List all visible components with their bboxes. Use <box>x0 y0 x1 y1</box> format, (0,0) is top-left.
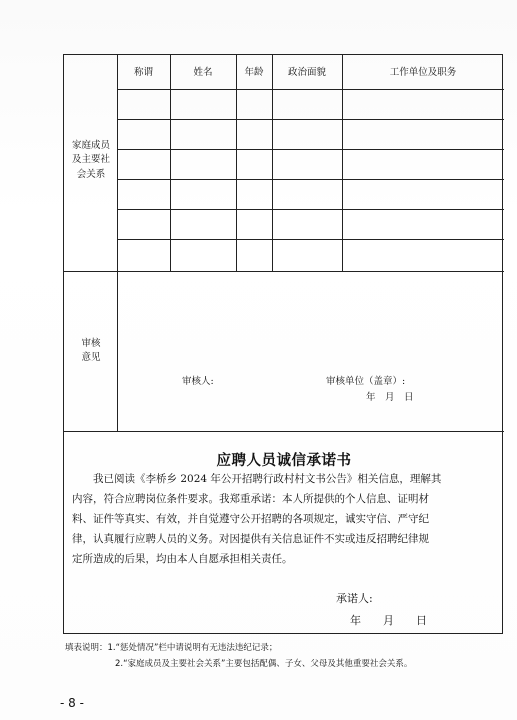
review-unit-label: 审核单位（盖章）: <box>326 376 406 387</box>
row-divider <box>117 89 504 90</box>
section-divider <box>64 431 504 432</box>
header-name: 姓名 <box>193 67 213 78</box>
label-column-divider <box>117 55 118 431</box>
instruction-line-1: 填表说明：1.“惩处情况”栏中请说明有无违法违纪记录； <box>65 643 278 653</box>
review-date-label: 年 月 日 <box>366 392 414 403</box>
instruction-line-2: 2.“家庭成员及主要社会关系”主要包括配偶、子女、父母及其他重要社会关系。 <box>115 659 413 669</box>
page-number: - 8 - <box>60 696 84 710</box>
registration-form <box>63 54 503 634</box>
pledge-title: 应聘人员诚信承诺书 <box>216 452 352 469</box>
review-opinion-label: 审核 意见 <box>81 338 101 364</box>
pledge-body <box>72 469 496 569</box>
section-divider <box>64 271 504 272</box>
form-instructions <box>65 640 412 672</box>
row-divider <box>117 119 504 120</box>
pledge-line: 内容，符合应聘岗位条件要求。我郑重承诺：本人所提供的个人信息、证明材 <box>72 493 429 505</box>
pledge-line: 我已阅读《李桥乡 2024 年公开招聘行政村村文书公告》相关信息，理解其 <box>93 473 442 485</box>
pledge-line: 料、证件等真实、有效，并自觉遵守公开招聘的各项规定，诚实守信、严守纪 <box>72 513 429 525</box>
header-political-status: 政治面貌 <box>287 67 326 78</box>
header-age: 年龄 <box>244 67 264 78</box>
row-divider <box>117 209 504 210</box>
row-divider <box>117 239 504 240</box>
pledge-line: 定所造成的后果，均由本人自愿承担相关责任。 <box>72 553 293 565</box>
header-employer-position: 工作单位及职务 <box>389 67 457 78</box>
row-divider <box>117 179 504 180</box>
pledge-date-label: 年 月 日 <box>350 614 427 627</box>
reviewer-label: 审核人: <box>182 376 214 387</box>
pledge-signer-label: 承诺人: <box>336 592 373 605</box>
pledge-line: 律，认真履行应聘人员的义务。对因提供有关信息证件不实或违反招聘纪律规 <box>72 533 429 545</box>
family-relations-label: 家庭成员 及主要社 会关系 <box>71 140 110 180</box>
row-divider <box>117 149 504 150</box>
header-title: 称谓 <box>133 67 153 78</box>
